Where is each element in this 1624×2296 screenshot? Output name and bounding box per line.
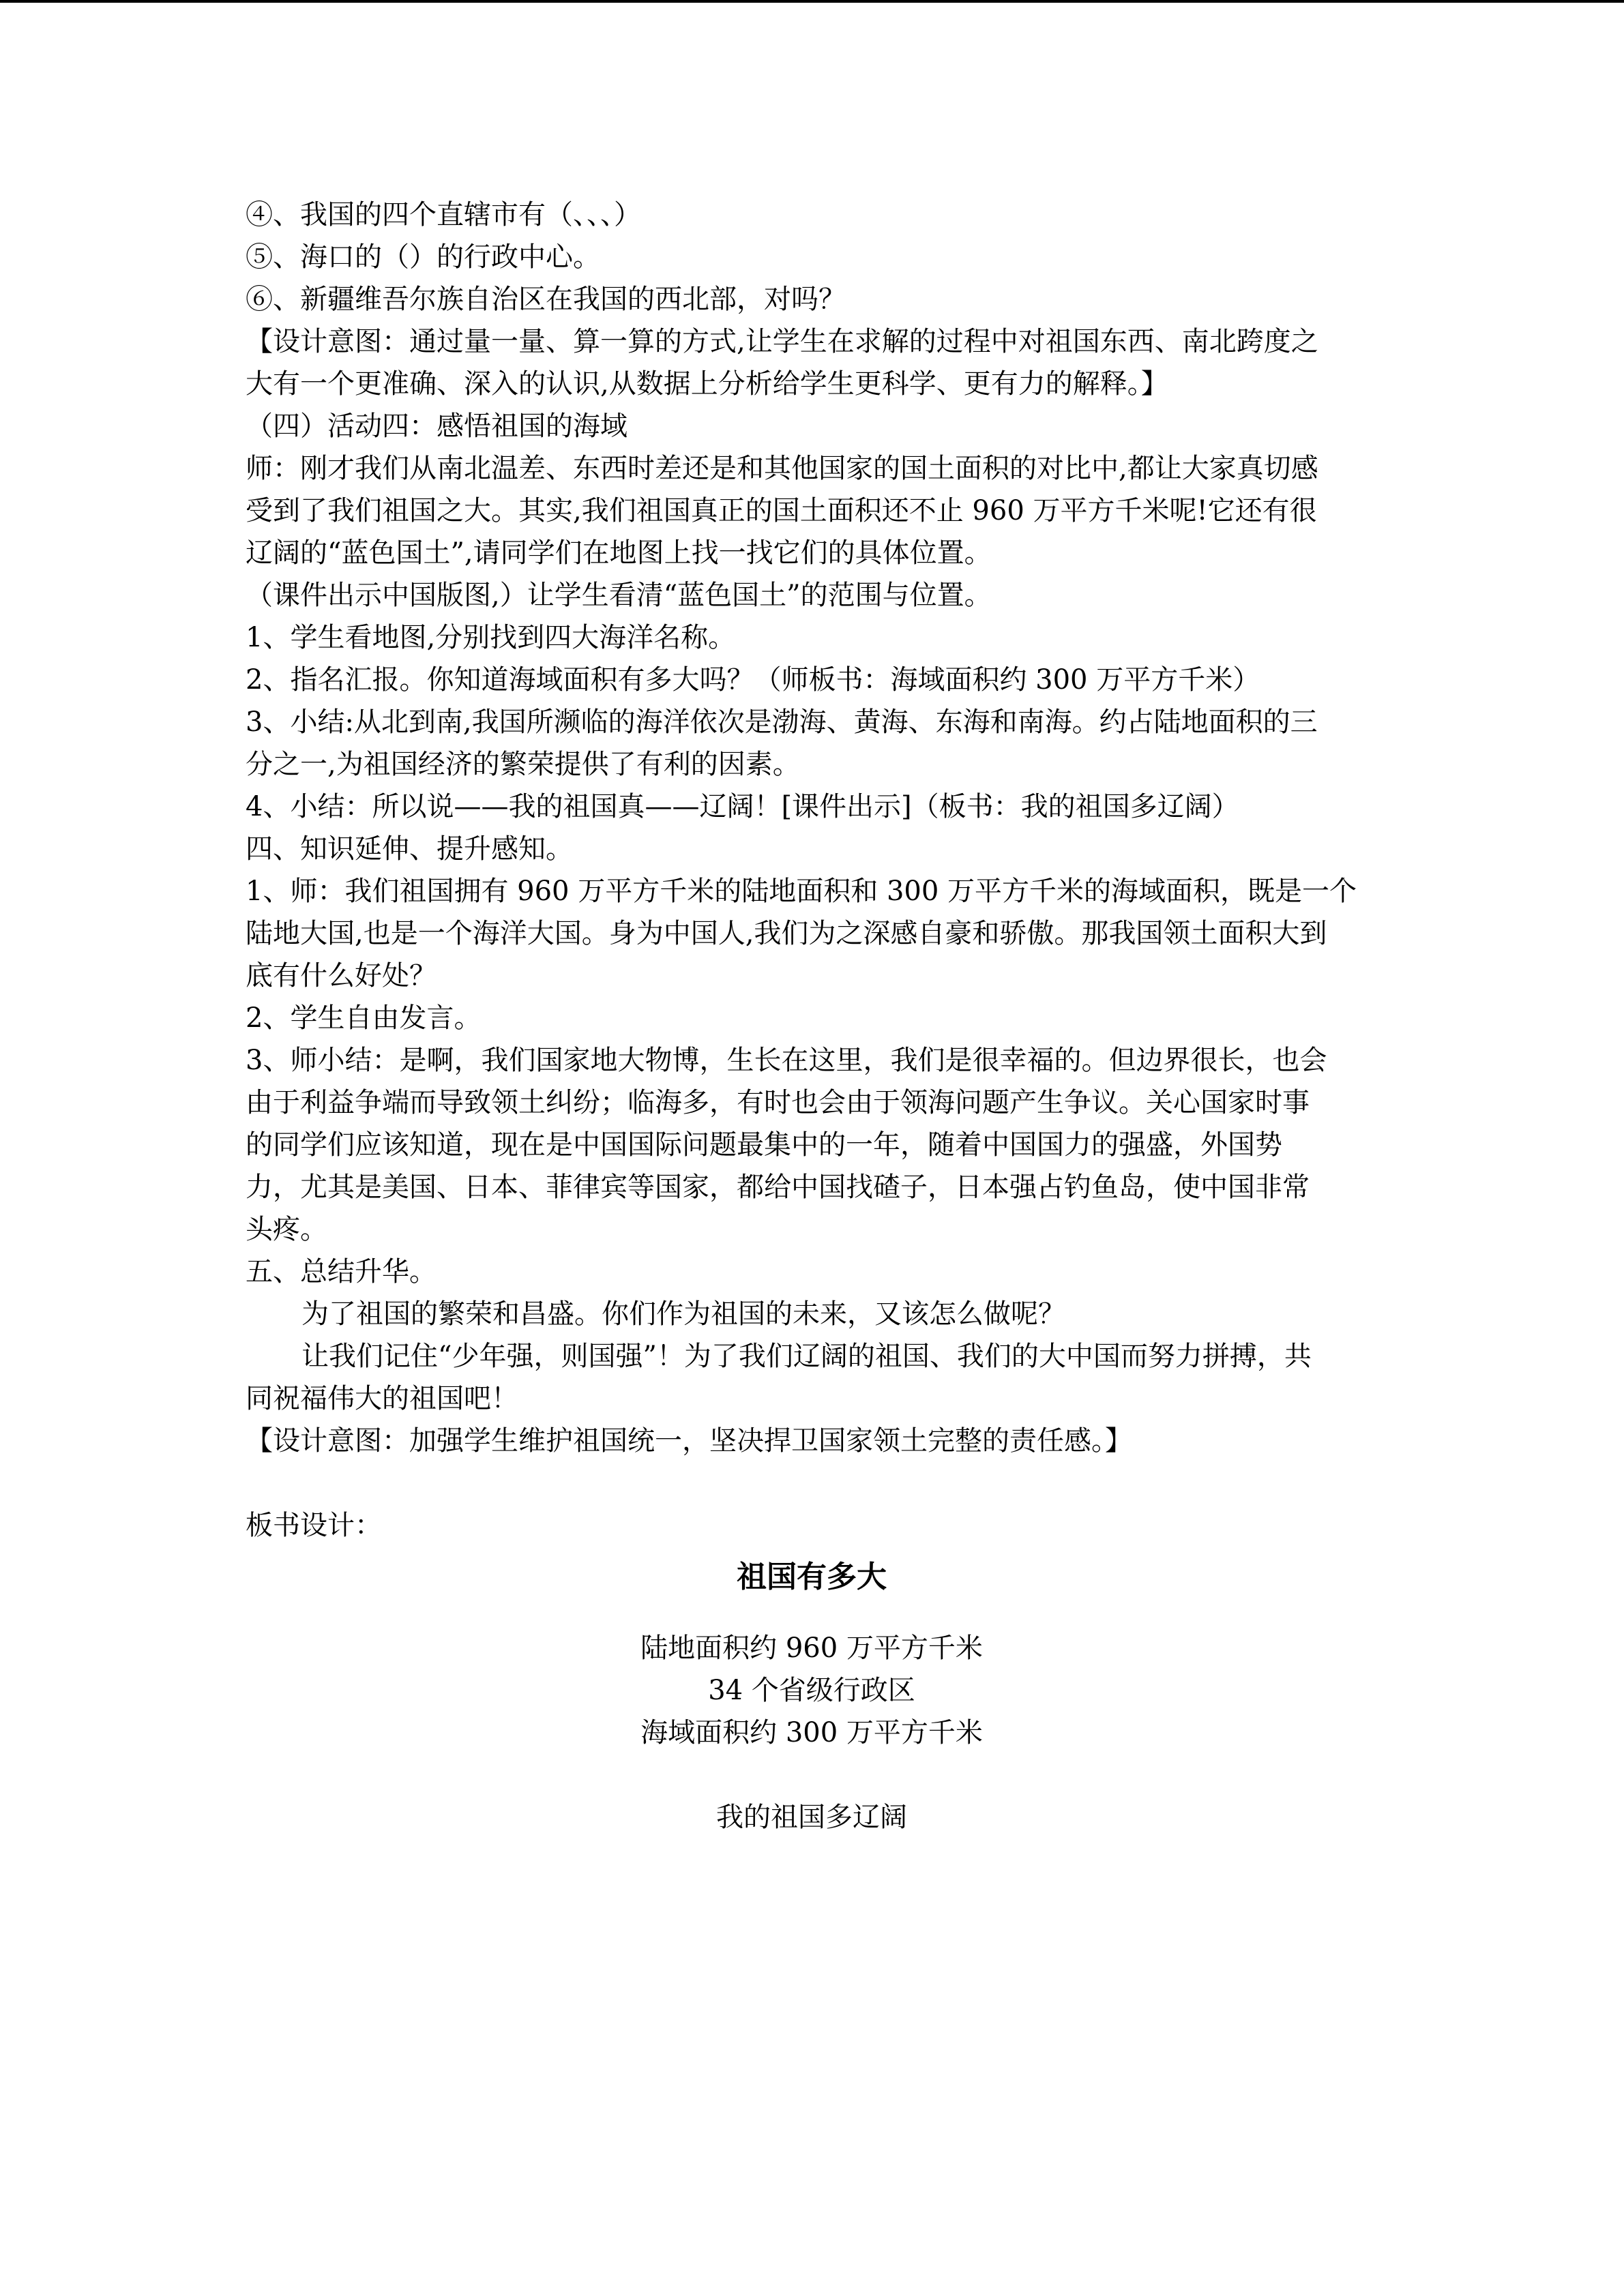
text-line: 力，尤其是美国、日本、菲律宾等国家，都给中国找碴子，日本强占钓鱼岛，使中国非常 — [246, 1172, 1310, 1203]
text-line: 由于利益争端而导致领土纠纷；临海多，有时也会由于领海问题产生争议。关心国家时事 — [246, 1087, 1310, 1118]
text-line: 1、师：我们祖国拥有 960 万平方千米的陆地面积和 300 万平方千米的海域面积，既是一个 — [246, 876, 1357, 907]
question-5: ⑤、海口的（）的行政中心。 — [246, 241, 600, 273]
text-line: 师：刚才我们从南北温差、东西时差还是和其他国家的国土面积的对比中,都让大家真切感 — [246, 453, 1318, 484]
text-line: 的同学们应该知道，现在是中国国际问题最集中的一年，随着中国国力的强盛，外国势 — [246, 1129, 1282, 1161]
text-line: 同祝福伟大的祖国吧！ — [246, 1383, 518, 1414]
board-line: 海域面积约 300 万平方千米 — [640, 1717, 983, 1748]
design-intent-line: 大有一个更准确、深入的认识,从数据上分析给学生更科学、更有力的解释。】 — [246, 368, 1168, 400]
text-line: 2、学生自由发言。 — [246, 1002, 482, 1034]
text-line: 受到了我们祖国之大。其实,我们祖国真正的国土面积还不止 960 万平方千米呢!它还有很 — [246, 495, 1317, 526]
spacer — [246, 1462, 1378, 1504]
text-line: 1、学生看地图,分别找到四大海洋名称。 — [246, 622, 736, 653]
text-line: 分之一,为祖国经济的繁荣提供了有利的因素。 — [246, 749, 800, 780]
board-design-label: 板书设计： — [246, 1510, 382, 1541]
board-line: 陆地面积约 960 万平方千米 — [640, 1632, 983, 1664]
question-6: ⑥、新疆维吾尔族自治区在我国的西北部，对吗？ — [246, 284, 846, 315]
document-page — [246, 194, 1378, 1838]
text-line: 3、师小结：是啊，我们国家地大物博，生长在这里，我们是很幸福的。但边界很长，也会 — [246, 1045, 1327, 1076]
section-four-heading: 四、知识延伸、提升感知。 — [246, 833, 573, 865]
text-line: 辽阔的“蓝色国土”,请同学们在地图上找一找它们的具体位置。 — [246, 537, 992, 569]
design-intent-line: 【设计意图：加强学生维护祖国统一，坚决捍卫国家领土完整的责任感。】 — [246, 1425, 1132, 1457]
design-intent-line: 【设计意图：通过量一量、算一算的方式,让学生在求解的过程中对祖国东西、南北跨度之 — [246, 326, 1318, 357]
text-line: 4、小结：所以说——我的祖国真——辽阔！[课件出示]（板书：我的祖国多辽阔） — [246, 791, 1239, 822]
text-line: 底有什么好处？ — [246, 960, 437, 992]
text-line: （课件出示中国版图,）让学生看清“蓝色国土”的范围与位置。 — [246, 580, 992, 611]
question-4: ④、我国的四个直辖市有（、、、） — [246, 199, 641, 230]
top-border-line — [0, 0, 1624, 3]
indented-line: 为了祖国的繁荣和昌盛。你们作为祖国的未来，又该怎么做呢？ — [301, 1298, 1065, 1330]
text-line: 3、小结:从北到南,我国所濒临的海洋依次是渤海、黄海、东海和南海。约占陆地面积的三 — [246, 706, 1318, 738]
section-five-heading: 五、总结升华。 — [246, 1256, 437, 1287]
spacer — [246, 1608, 1378, 1627]
indented-line: 让我们记住“少年强，则国强”！为了我们辽阔的祖国、我们的大中国而努力拼搏，共 — [301, 1341, 1312, 1372]
spacer — [246, 1754, 1378, 1796]
text-line: 陆地大国,也是一个海洋大国。身为中国人,我们为之深感自豪和骄傲。那我国领土面积大到 — [246, 918, 1327, 949]
text-line: 头疼。 — [246, 1214, 327, 1245]
board-line: 34 个省级行政区 — [708, 1675, 915, 1706]
board-footer: 我的祖国多辽阔 — [716, 1802, 907, 1833]
activity-four-heading: （四）活动四：感悟祖国的海域 — [246, 411, 628, 442]
text-line: 2、指名汇报。你知道海域面积有多大吗？（师板书：海域面积约 300 万平方千米） — [246, 664, 1260, 696]
board-title: 祖国有多大 — [737, 1560, 887, 1594]
